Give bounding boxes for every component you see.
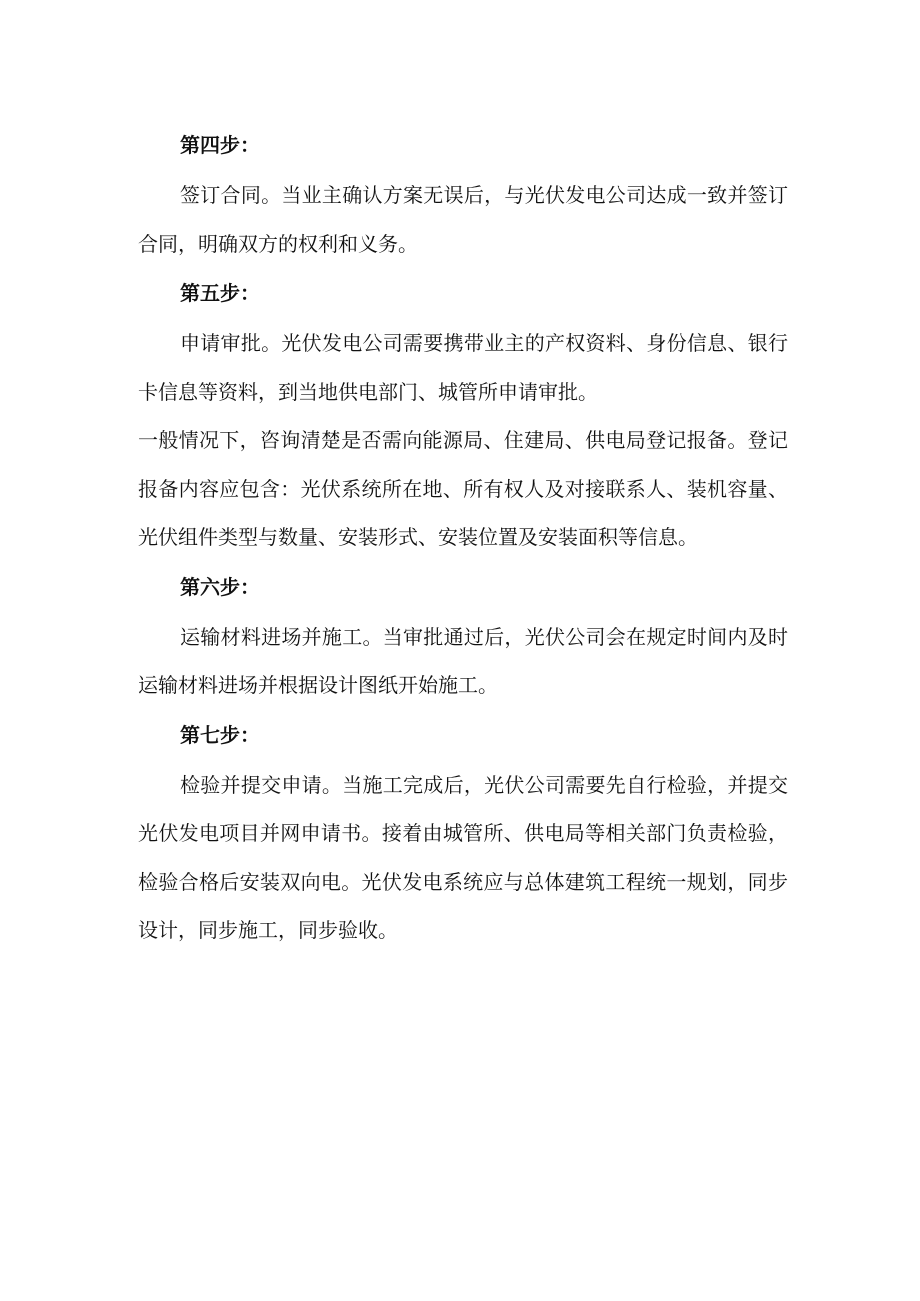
step-heading: 第七步： [180,722,260,747]
section-step-7 [138,710,788,955]
paragraph: 一般情况下，咨询清楚是否需向能源局、住建局、供电局登记报备。登记报备内容应包含：光伏系统所在地、所有权人及对接联系人、装机容量、光伏组件类型与数量、安装形式、安装位置及安装面积等信息。 [138,428,788,549]
paragraph: 检验并提交申请。当施工完成后，光伏公司需要先自行检验，并提交光伏发电项目并网申请书。接着由城管所、供电局等相关部门负责检验，检验合格后安装双向电。光伏发电系统应与总体建筑工程统一规划，同步设计，同步施工，同步验收。 [138,772,788,942]
section-step-4 [138,120,788,268]
document-body [138,120,788,955]
paragraph: 运输材料进场并施工。当审批通过后，光伏公司会在规定时间内及时运输材料进场并根据设计图纸开始施工。 [138,624,788,697]
paragraph: 签订合同。当业主确认方案无误后，与光伏发电公司达成一致并签订合同，明确双方的权利和义务。 [138,183,788,256]
paragraph: 申请审批。光伏发电公司需要携带业主的产权资料、身份信息、银行卡信息等资料，到当地供电部门、城管所申请审批。 [138,331,788,404]
section-step-6 [138,562,788,710]
step-heading: 第四步： [180,133,260,157]
section-step-5 [138,268,788,562]
step-heading: 第六步： [180,574,260,599]
step-heading: 第五步： [180,281,260,305]
